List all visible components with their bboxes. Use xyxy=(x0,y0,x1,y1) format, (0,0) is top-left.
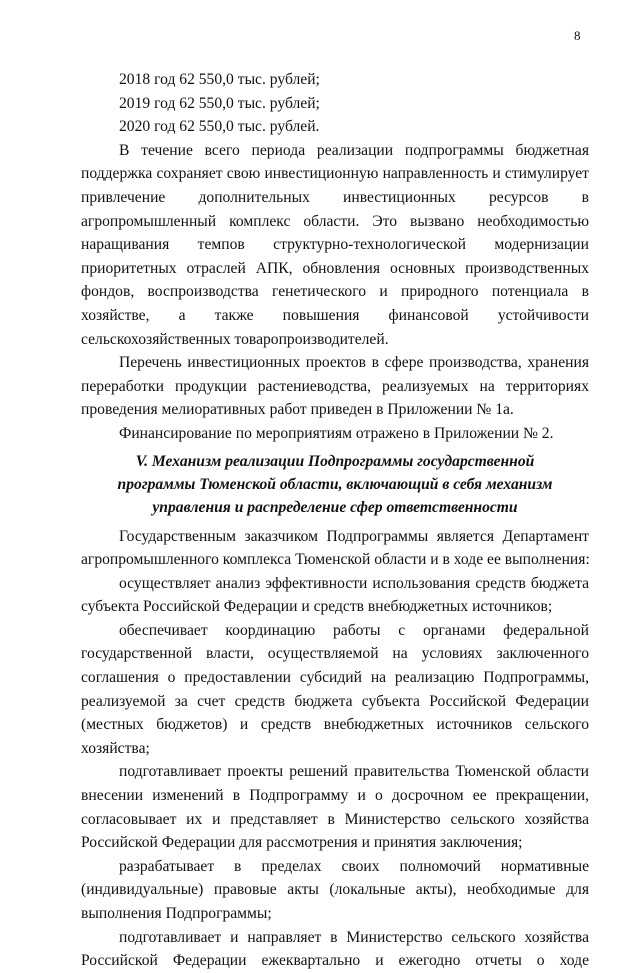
text-line: осуществляет анализ эффективности использования средств бюджета xyxy=(119,574,589,592)
text-line: 2018 год 62 550,0 тыс. рублей; xyxy=(119,71,320,88)
section-text-block xyxy=(81,525,589,973)
text-line: внесении изменений в Подпрограмму и о досрочном ее прекращении, xyxy=(81,787,589,805)
heading-line: управления и распределение сфер ответственности xyxy=(152,498,518,516)
text-line: хозяйства; xyxy=(81,739,150,757)
text-line: фондов, воспроизводства генетического и природного потенциала в xyxy=(81,283,589,301)
text-line: Российской Федерации для рассмотрения и принятия заключения; xyxy=(81,834,523,852)
text-line: Государственным заказчиком Подпрограммы является Департамент xyxy=(119,527,589,545)
text-line: подготавливает и направляет в Министерство сельского хозяйства xyxy=(119,928,589,946)
page-number: 8 xyxy=(574,28,581,43)
text-line: агропромышленный комплекс области. Это вызвано необходимостью xyxy=(81,212,589,230)
text-line: поддержка сохраняет свою инвестиционную направленность и стимулирует xyxy=(81,165,589,183)
text-line: переработки продукции растениеводства, реализуемых на территориях xyxy=(81,377,589,395)
section-heading xyxy=(81,450,589,519)
text-line: 2020 год 62 550,0 тыс. рублей. xyxy=(119,118,320,136)
text-line: обеспечивает координацию работы с органами федеральной xyxy=(119,621,589,639)
text-line: разрабатывает в пределах своих полномочий нормативные xyxy=(119,857,589,875)
text-line: (индивидуальные) правовые акты (локальные акты), необходимые для xyxy=(81,881,589,899)
text-line: соглашения о предоставлении субсидий на реализацию Подпрограммы, xyxy=(81,669,589,687)
text-line: 2019 год 62 550,0 тыс. рублей; xyxy=(119,94,320,112)
text-line: Российской Федерации ежеквартально и ежегодно отчеты о ходе xyxy=(81,952,589,970)
text-line: реализуемой за счет средств бюджета субъекта Российской Федерации xyxy=(81,692,589,710)
text-line: Финансирование по мероприятиям отражено в Приложении № 2. xyxy=(119,424,554,442)
text-line: сельскохозяйственных товаропроизводителей. xyxy=(81,330,389,348)
text-line: привлечение дополнительных инвестиционных ресурсов в xyxy=(81,188,589,206)
text-line: (местных бюджетов) и средств внебюджетных источников сельского xyxy=(81,716,589,734)
text-line: приоритетных отраслей АПК, обновления основных производственных xyxy=(81,259,589,277)
text-line: Перечень инвестиционных проектов в сфере производства, хранения xyxy=(119,354,589,372)
text-line: проведения мелиоративных работ приведен в Приложении № 1а. xyxy=(81,401,514,419)
heading-line: программы Тюменской области, включающий в себя механизм xyxy=(117,475,553,493)
text-line: согласовывает их и представляет в Министерство сельского хозяйства xyxy=(81,810,589,828)
text-line: хозяйстве, а также повышения финансовой устойчивости xyxy=(81,306,589,324)
text-line: выполнения Подпрограммы; xyxy=(81,905,272,922)
body-text-block xyxy=(81,68,589,446)
text-line: агропромышленного комплекса Тюменской области и в ходе ее выполнения: xyxy=(81,551,590,569)
heading-line: V. Механизм реализации Подпрограммы государственной xyxy=(135,452,535,470)
text-line: государственной власти, осуществляемой на условиях заключенного xyxy=(81,645,589,663)
text-line: В течение всего периода реализации подпрограммы бюджетная xyxy=(119,141,589,159)
text-line: субъекта Российской Федерации и средств внебюджетных источников; xyxy=(81,598,553,616)
text-line: подготавливает проекты решений правительства Тюменской области xyxy=(119,763,589,781)
document-body xyxy=(81,68,589,973)
text-line: наращивания темпов структурно-технологической модернизации xyxy=(81,236,589,254)
